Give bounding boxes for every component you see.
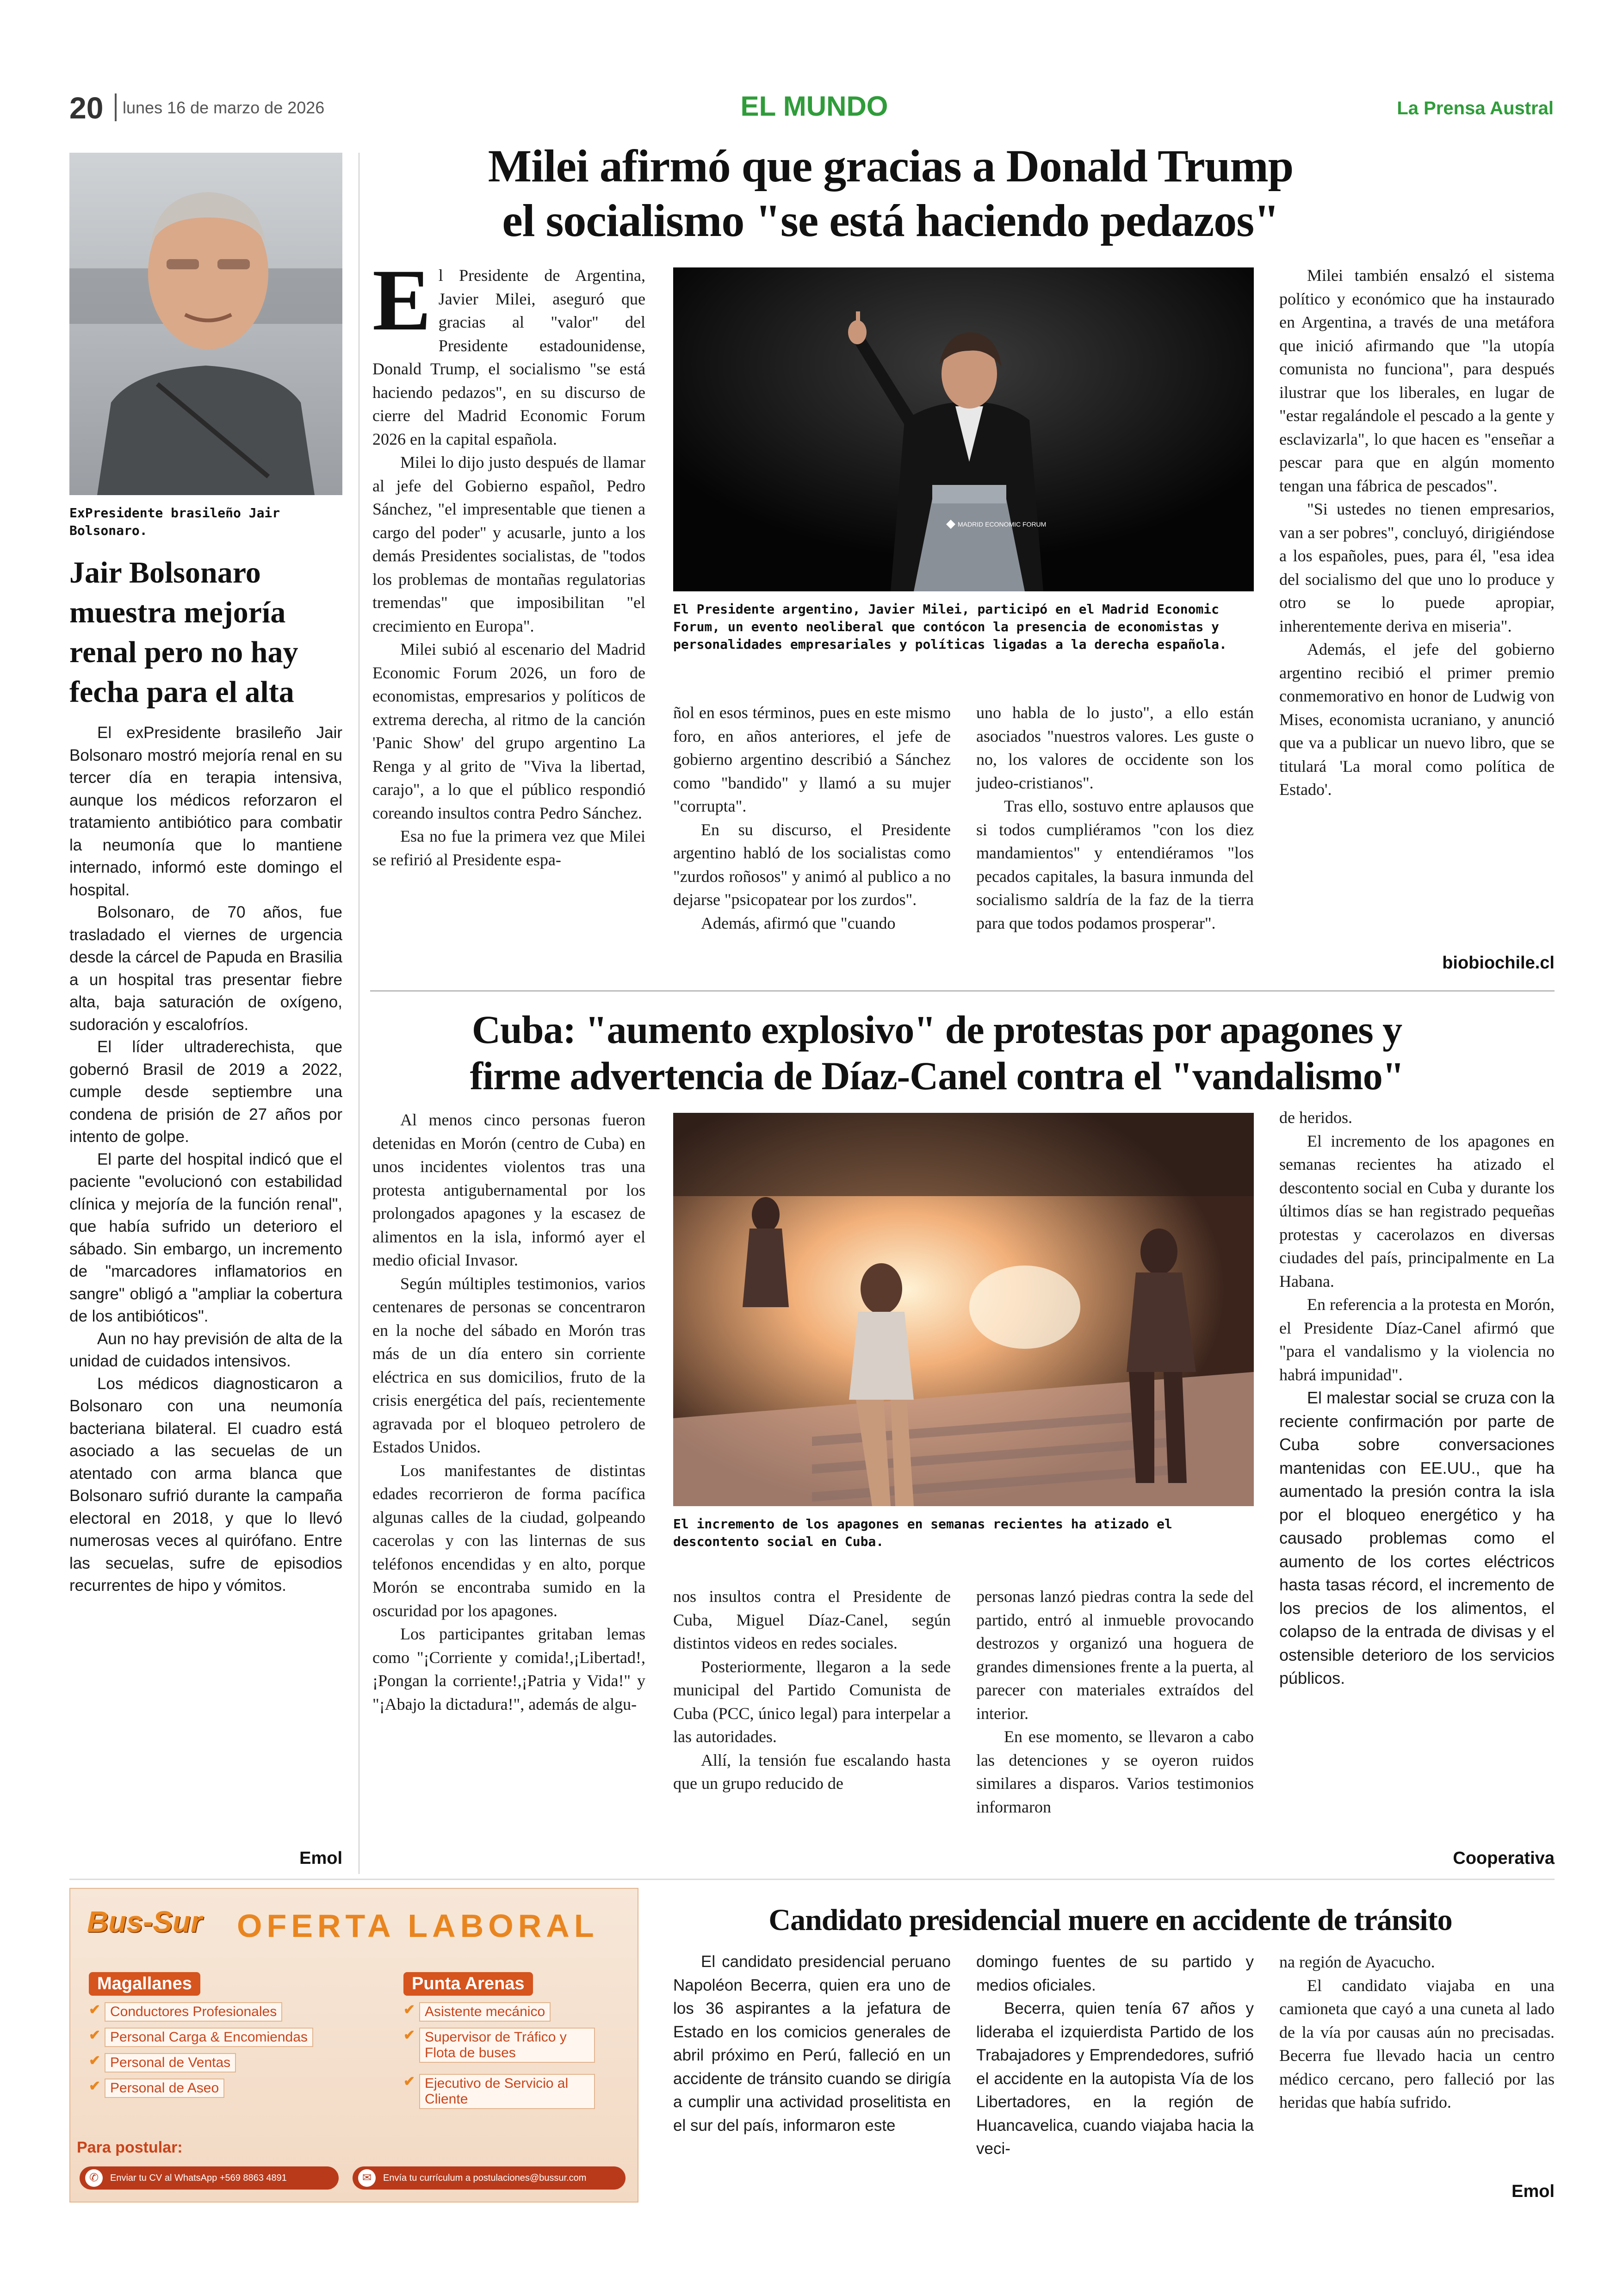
cuba-headline-line: firme advertencia de Díaz-Canel contra el "vandalismo" — [470, 1054, 1404, 1098]
cuba-credit: Cooperativa — [1453, 1849, 1555, 1868]
ad-job-item: ✔ Ejecutivo de Servicio al Cliente — [403, 2074, 607, 2109]
milei-dropcap: E — [372, 252, 431, 349]
cuba-paragraph: Posteriormente, llegaron a la sede municipal del Partido Comunista de Cuba (PCC, único legal) para interpelar a las autoridades. — [673, 1657, 951, 1746]
milei-credit: biobiochile.cl — [1442, 953, 1555, 973]
cuba-column-3 — [976, 1585, 1254, 1818]
cuba-headline — [370, 1006, 1504, 1099]
ad-job-item: ✔ Personal Carga & Encomiendas — [89, 2028, 313, 2047]
milei-paragraph: ñol en esos términos, pues en este mismo foro, en años anteriores, el jefe de gobierno argentino describió a Sánchez como "bandido" y llamó a su mujer "corrupta". — [673, 703, 951, 815]
bolsonaro-body — [69, 722, 342, 1597]
ad-whatsapp-contact — [80, 2166, 339, 2190]
newspaper-name: La Prensa Austral — [1397, 98, 1554, 118]
cuba-paragraph: personas lanzó piedras contra la sede del partido, entró al inmueble provocando destrozos y organizó una hoguera de grandes dimensiones frente a la puerta, al parecer con materiales extraídos del interior. — [976, 1587, 1254, 1723]
ad-title: OFERTA LABORAL — [237, 1908, 599, 1944]
ad-job-item: ✔ Supervisor de Tráfico y Flota de buses — [403, 2028, 607, 2063]
milei-headline — [370, 139, 1411, 248]
bolsonaro-paragraph: Los médicos diagnosticaron a Bolsonaro con una neumonía bacteriana bilateral. El cuadro está asociado a las secuelas de un atentado con arma blanca que Bolsonaro sufrió durante la campaña electoral en 2018, y que lo llevó numerosas veces al quirófano. Entre las secuelas, sufre de episodios recurrentes de hipo y vómitos. — [69, 1374, 342, 1595]
milei-paragraph: Milei subió al escenario del Madrid Economic Forum 2026, un foro de economistas, empresarios y políticos de extrema derecha, al ritmo de la canción 'Panic Show' del grupo argentino La Renga y al grito de "Viva la libertad, carajo", a lo que el público respondió coreando insultos contra Pedro Sánchez. — [372, 640, 645, 822]
cuba-paragraph: de heridos. — [1279, 1108, 1352, 1127]
cuba-photo-caption: El incremento de los apagones en semanas recientes ha atizado el descontento social en Cuba. — [673, 1516, 1172, 1549]
section-title: EL MUNDO — [740, 91, 888, 122]
peru-column-3 — [1279, 1950, 1555, 2114]
cuba-photo — [673, 1113, 1254, 1506]
cuba-headline-line: Cuba: "aumento explosivo" de protestas por apagones y — [471, 1007, 1402, 1052]
cuba-paragraph: nos insultos contra el Presidente de Cuba, Miguel Díaz-Canel, según distintos videos en redes sociales. — [673, 1587, 951, 1652]
bolsonaro-photo — [69, 153, 342, 495]
cuba-paragraph: Los manifestantes de distintas edades recorrieron de forma pacífica algunas calles de la ciudad, golpeando cacerolas y con las linternas de sus teléfonos encendidas y en alto, porque Morón se encontraba sumido en la oscuridad por los apagones. — [372, 1461, 645, 1620]
ad-job-item: ✔ Conductores Profesionales — [89, 2002, 282, 2022]
ad-email-contact — [353, 2166, 626, 2190]
header-divider — [115, 93, 117, 121]
peru-headline: Candidato presidencial muere en accidente de tránsito — [768, 1903, 1452, 1937]
mail-icon: ✉ — [358, 2169, 376, 2187]
cuba-paragraph: En referencia a la protesta en Morón, el Presidente Díaz-Canel afirmó que "para el vandalismo y la violencia no habrá impunidad". — [1279, 1295, 1555, 1384]
bolsonaro-paragraph: El líder ultraderechista, que gobernó Brasil de 2019 a 2022, cumple desde septiembre una condena de prisión de 27 años por intento de golpe. — [69, 1038, 342, 1146]
milei-paragraph: Milei lo dijo justo después de llamar al jefe del Gobierno español, Pedro Sánchez, "el impresentable que tienen a cargo del poder" y acusarle, junto a los demás Presidentes socialistas, de "todos los problemas de montañas regulatorias tremendas" que imposibilitan "el crecimiento en Europa". — [372, 453, 645, 635]
cuba-paragraph: En ese momento, se llevaron a cabo las detenciones y se oyeron ruidos similares a disparos. Varios testimonios informaron — [976, 1727, 1254, 1816]
milei-paragraph: Tras ello, sostuvo entre aplausos que si todos cumpliéramos "con los diez mandamientos" y entendiéramos "los pecados capitales, la basura inmunda del socialismo saldría de la faz de la tierra para que todos podamos prosperar". — [976, 797, 1254, 932]
milei-paragraph: Además, afirmó que "cuando — [701, 913, 896, 932]
ad-job-item: ✔ Personal de Aseo — [89, 2079, 224, 2098]
milei-paragraph: "Si ustedes no tienen empresarios, van a ser pobres", concluyó, dirigiéndose a los españoles, pues, para él, "esa idea del socialismo del que uno lo produce y otro se lo puede apropiar, inherentemente deriva en miseria". — [1279, 500, 1555, 635]
job-offer-ad — [69, 1888, 638, 2203]
milei-paragraph: Además, el jefe del gobierno argentino recibió el primer premio conmemorativo en honor de Ludwig von Mises, economista ucraniano, y anunció que va a publicar un nuevo libro, que se titulará 'La moral como política de Estado'. — [1279, 640, 1555, 799]
cuba-paragraph: Allí, la tensión fue escalando hasta que un grupo reducido de — [673, 1750, 951, 1793]
check-icon: ✔ — [89, 2053, 101, 2068]
story-divider — [69, 1879, 1555, 1880]
peru-paragraph: El candidato presidencial peruano Napoléon Becerra, quien era uno de los 36 aspirantes a la jefatura de Estado en los comicios generales de abril próximo en Perú, falleció en un accidente de tránsito cuando se dirigía a cumplir una actividad proselitista en el sur del país, informaron este — [673, 1953, 951, 2135]
ad-whatsapp-text: Enviar tu CV al WhatsApp +569 8863 4891 — [110, 2173, 287, 2183]
ad-region-punta-arenas: Punta Arenas — [403, 1972, 533, 1996]
ad-job-item: ✔ Personal de Ventas — [89, 2053, 236, 2073]
bolsonaro-photo-caption: ExPresidente brasileño Jair Bolsonaro. — [69, 505, 280, 538]
ad-banner — [70, 1889, 638, 1958]
bolsonaro-paragraph: El exPresidente brasileño Jair Bolsonaro mostró mejoría renal en su tercer día en terapia intensiva, aunque los médicos reforzaron el tratamiento antibiótico para combatir la neumonía que lo mantiene internado, informó este domingo el hospital. — [69, 724, 342, 899]
podium-text: MADRID ECONOMIC FORUM — [958, 521, 1047, 528]
cuba-paragraph: El malestar social se cruza con la reciente confirmación por parte de Cuba sobre conversaciones mantenidas con EE.UU., que ha aumentado la presión contra la isla por el bloqueo energético y ha causado problemas como el aumento de los cortes eléctricos hasta tasas récord, el incremento de los precios de los alimentos, el colapso de la entrada de divisas y el ostensible deterioro de los servicios públicos. — [1279, 1388, 1555, 1688]
milei-paragraph: En su discurso, el Presidente argentino habló de los socialistas como "zurdos roñosos" y animó al publico a no dejarse "psicopatear por los zurdos". — [673, 820, 951, 909]
milei-paragraph: uno habla de lo justo", a ello están asociados "nuestros valores. Les guste o no, los valores de occidente son los judeo-cristianos". — [976, 703, 1254, 792]
check-icon: ✔ — [403, 2002, 415, 2017]
milei-column-4 — [1279, 264, 1555, 801]
bolsonaro-paragraph: El parte del hospital indicó que el paciente "evolucionó con estabilidad clínica y mejoría de la función renal", que había sufrido un deterioro el sábado. Sin embargo, un incremento de "marcadores inflamatorios en sangre" obligó a "ampliar la cobertura de los antibióticos". — [69, 1150, 342, 1325]
peru-column-1 — [673, 1950, 951, 2137]
cuba-column-1 — [372, 1108, 645, 1716]
milei-paragraph: Milei también ensalzó el sistema político y económico que ha instaurado en Argentina, a través de una metáfora que inició afirmando que "la utopía comunista no funciona", para después ilustrar que los liberales, en lugar de "estar regalándole el pescado a la gente y esclavizarla", lo que hacen es "enseñar a pescar para que en algún momento tengan una fábrica de pescados". — [1279, 266, 1555, 495]
milei-column-1 — [372, 252, 645, 871]
check-icon: ✔ — [89, 2079, 101, 2094]
peru-paragraph: El candidato viajaba en una camioneta que cayó a una cuneta al lado de la vía por causas aún no precisadas. Becerra fue llevado hacia un centro médico cercano, pero falleció por las heridas que había sufrido. — [1279, 1976, 1555, 2111]
milei-column-2 — [673, 701, 951, 935]
bolsonaro-paragraph: Aun no hay previsión de alta de la unidad de cuidados intensivos. — [69, 1329, 342, 1370]
story-divider — [370, 990, 1555, 992]
cuba-paragraph: El incremento de los apagones en semanas recientes ha atizado el descontento social en Cuba y durante los últimos días se han registrado pequeñas protestas y cacerolazos en diversas ciudades del país, principalmente en La Habana. — [1279, 1131, 1555, 1291]
milei-paragraph: Esa no fue la primera vez que Milei se refirió al Presidente espa- — [372, 827, 645, 869]
cuba-paragraph: Según múltiples testimonios, varios centenares de personas se concentraron en la noche del sábado en Morón tras más de un día entero sin corriente eléctrica en sus domicilios, fruto de la crisis energética del país, recientemente agravada por el bloqueo petrolero de Estados Unidos. — [372, 1274, 645, 1456]
bolsonaro-credit: Emol — [299, 1849, 342, 1868]
ad-logo: Bus-Sur — [87, 1905, 202, 1938]
check-icon: ✔ — [403, 2074, 415, 2089]
whatsapp-icon: ✆ — [85, 2169, 103, 2187]
ad-email-text: Envía tu currículum a postulaciones@bussur.com — [383, 2173, 587, 2183]
page-number: 20 — [69, 91, 104, 125]
peru-column-2 — [976, 1950, 1254, 2161]
bolsonaro-paragraph: Bolsonaro, de 70 años, fue trasladado el viernes de urgencia desde la cárcel de Papuda en Brasilia a un hospital tras presentar fiebre alta, baja saturación de oxígeno, sudoración y escalofríos. — [69, 903, 342, 1034]
check-icon: ✔ — [89, 2028, 101, 2043]
ad-job-item: ✔ Asistente mecánico — [403, 2002, 551, 2022]
peru-paragraph: na región de Ayacucho. — [1279, 1953, 1435, 1971]
check-icon: ✔ — [403, 2028, 415, 2043]
ad-apply-label: Para postular: — [77, 2139, 183, 2156]
peru-credit: Emol — [1511, 2182, 1555, 2201]
check-icon: ✔ — [89, 2002, 101, 2017]
cuba-paragraph: Los participantes gritaban lemas como "¡Corriente y comida!,¡Libertad!,¡Pongan la corriente!,¡Patria y Vida!" y "¡Abajo la dictadura!", además de algu- — [372, 1625, 645, 1713]
ad-region-magallanes: Magallanes — [89, 1972, 200, 1996]
cuba-column-4 — [1279, 1106, 1555, 1690]
milei-headline-line: el socialismo "se está haciendo pedazos" — [502, 195, 1279, 246]
milei-column-3 — [976, 701, 1254, 935]
milei-headline-line: Milei afirmó que gracias a Donald Trump — [488, 140, 1294, 192]
peru-paragraph: domingo fuentes de su partido y medios oficiales. — [976, 1953, 1254, 1994]
milei-photo-caption: El Presidente argentino, Javier Milei, participó en el Madrid Economic Forum, un evento neoliberal que contócon la presencia de economistas y personalidades empresariales y políticas ligadas a la derecha española. — [673, 602, 1227, 652]
bolsonaro-headline: Jair Bolsonaro muestra mejoría renal pero no hay fecha para el alta — [69, 556, 298, 709]
milei-photo — [673, 267, 1254, 591]
milei-paragraph: l Presidente de Argentina, Javier Milei, aseguró que gracias al "valor" del Presidente estadounidense, Donald Trump, el socialismo "se está haciendo pedazos", en su discurso de cierre del Madrid Economic Forum 2026 en la capital española. — [372, 266, 645, 448]
cuba-column-2 — [673, 1585, 951, 1795]
peru-paragraph: Becerra, quien tenía 67 años y lideraba el izquierdista Partido de los Trabajadores y Emprendedores, sufrió el accidente en la autopista Vía de los Libertadores, en la región de Huancavelica, cuando viajaba hacia la veci- — [976, 1999, 1254, 2158]
cuba-paragraph: Al menos cinco personas fueron detenidas en Morón (centro de Cuba) en unos incidentes violentos tras una protesta antigubernamental por los prolongados apagones y la escasez de alimentos en la isla, informó ayer el medio oficial Invasor. — [372, 1111, 645, 1269]
page-date: lunes 16 de marzo de 2026 — [123, 98, 325, 117]
